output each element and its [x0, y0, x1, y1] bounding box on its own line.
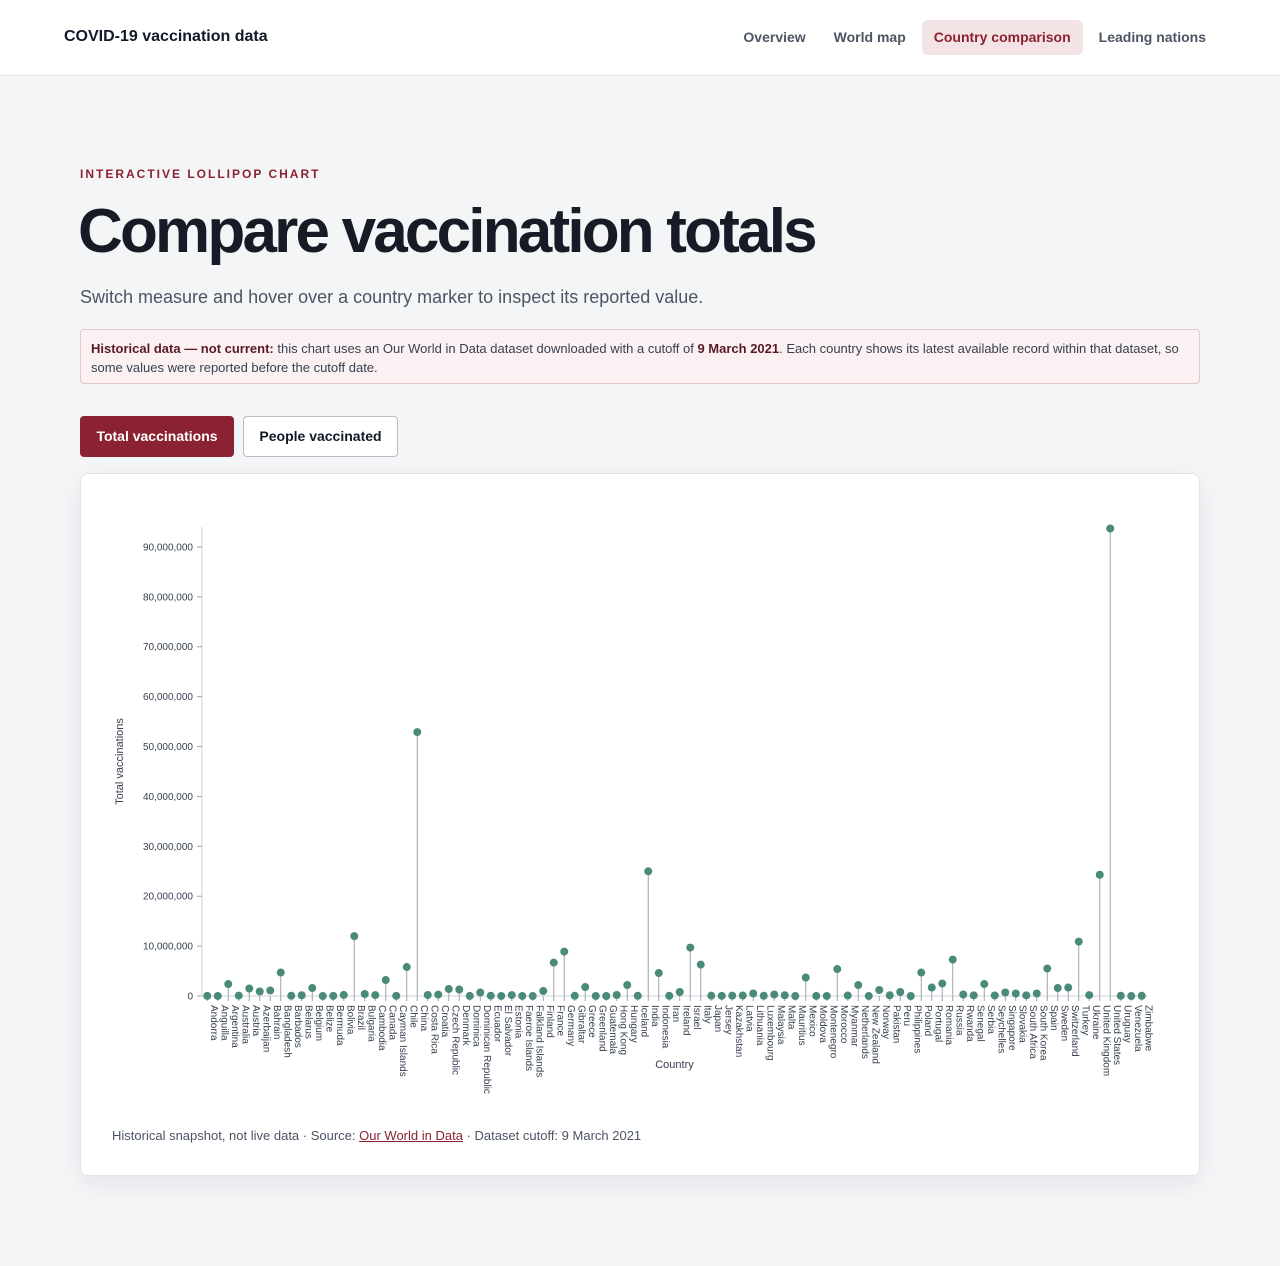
- lollipop-marker[interactable]: [749, 990, 757, 998]
- nav-overview[interactable]: Overview: [743, 29, 806, 45]
- x-tick-label: Peru: [900, 1005, 912, 1027]
- x-tick-label: India: [648, 1005, 660, 1027]
- chart-footnote: [112, 1128, 641, 1143]
- lollipop-marker[interactable]: [1054, 984, 1062, 992]
- x-tick-label: Iceland: [638, 1005, 650, 1038]
- x-tick-label: Netherlands: [858, 1005, 870, 1059]
- x-tick-label: Mauritius: [795, 1005, 807, 1046]
- x-tick-label: New Zealand: [869, 1005, 881, 1064]
- lollipop-marker[interactable]: [497, 992, 505, 1000]
- lollipop-marker[interactable]: [1022, 991, 1030, 999]
- lollipop-marker[interactable]: [455, 986, 463, 994]
- lollipop-marker[interactable]: [602, 992, 610, 1000]
- lollipop-marker[interactable]: [287, 992, 295, 1000]
- lollipop-marker[interactable]: [529, 992, 537, 1000]
- lollipop-marker[interactable]: [277, 969, 285, 977]
- nav-leading-nations[interactable]: Leading nations: [1098, 29, 1206, 45]
- x-tick-label: Argentina: [228, 1005, 240, 1048]
- y-tick-label: 60,000,000: [142, 692, 193, 704]
- lollipop-marker[interactable]: [917, 969, 925, 977]
- notice-date: 9 March 2021: [697, 341, 780, 356]
- lollipop-marker[interactable]: [235, 992, 243, 1000]
- lollipop-marker[interactable]: [224, 980, 232, 988]
- lollipop-marker[interactable]: [623, 981, 631, 989]
- x-tick-label: Moldova: [816, 1005, 828, 1043]
- x-tick-label: Israel: [690, 1005, 702, 1030]
- x-tick-label: Hong Kong: [617, 1005, 629, 1056]
- lollipop-marker[interactable]: [476, 989, 484, 997]
- x-tick-label: Italy: [701, 1005, 713, 1024]
- lollipop-marker[interactable]: [644, 867, 652, 875]
- lollipop-marker[interactable]: [865, 992, 873, 1000]
- lollipop-marker[interactable]: [886, 991, 894, 999]
- x-tick-label: Gibraltar: [575, 1005, 587, 1044]
- lollipop-marker[interactable]: [938, 980, 946, 988]
- historical-data-notice: [80, 329, 1200, 384]
- x-tick-label: Pakistan: [890, 1005, 902, 1044]
- lollipop-marker[interactable]: [728, 992, 736, 1000]
- x-tick-label: Azerbaijan: [260, 1005, 272, 1053]
- lollipop-marker[interactable]: [298, 991, 306, 999]
- lollipop-marker[interactable]: [1033, 990, 1041, 998]
- x-tick-label: Venezuela: [1131, 1005, 1143, 1052]
- lollipop-marker[interactable]: [907, 992, 915, 1000]
- x-tick-label: United States: [1110, 1005, 1122, 1066]
- footnote-after: · Dataset cutoff: 9 March 2021: [462, 1128, 642, 1143]
- footnote-before: Historical snapshot, not live data · Source:: [112, 1128, 360, 1143]
- notice-text-before: this chart uses an Our World in Data dataset downloaded with a cutoff of: [273, 341, 698, 356]
- x-tick-label: Japan: [711, 1005, 723, 1033]
- lollipop-marker[interactable]: [770, 991, 778, 999]
- lollipop-marker[interactable]: [571, 992, 579, 1000]
- lollipop-marker[interactable]: [203, 992, 211, 1000]
- y-tick-label: 90,000,000: [142, 542, 193, 554]
- lollipop-marker[interactable]: [371, 991, 379, 999]
- x-tick-label: Latvia: [743, 1005, 755, 1032]
- lollipop-marker[interactable]: [896, 988, 904, 996]
- lollipop-marker[interactable]: [560, 948, 568, 956]
- x-tick-label: Australia: [239, 1005, 251, 1044]
- x-tick-label: Indonesia: [659, 1005, 671, 1049]
- x-tick-label: Kazakhstan: [732, 1005, 744, 1058]
- x-tick-label: Bahrain: [270, 1005, 282, 1040]
- lollipop-marker[interactable]: [707, 992, 715, 1000]
- x-tick-label: El Salvador: [501, 1005, 513, 1057]
- y-tick-label: 30,000,000: [142, 841, 193, 853]
- lollipop-marker[interactable]: [739, 992, 747, 1000]
- lollipop-marker[interactable]: [634, 992, 642, 1000]
- page-subtitle: Switch measure and hover over a country marker to inspect its reported value.: [80, 287, 704, 307]
- x-tick-label: Sweden: [1058, 1005, 1070, 1042]
- x-tick-label: South Africa: [1026, 1005, 1038, 1059]
- y-tick-label: 80,000,000: [142, 592, 193, 604]
- lollipop-marker[interactable]: [1106, 524, 1114, 532]
- lollipop-marker[interactable]: [434, 991, 442, 999]
- y-tick-label: 10,000,000: [142, 941, 193, 953]
- x-tick-label: Belize: [323, 1005, 335, 1033]
- x-tick-label: Estonia: [512, 1005, 524, 1039]
- lollipop-marker[interactable]: [403, 963, 411, 971]
- lollipop-marker[interactable]: [413, 728, 421, 736]
- lollipop-marker[interactable]: [1127, 992, 1135, 1000]
- lollipop-chart: [81, 474, 1201, 1114]
- y-tick-label: 40,000,000: [142, 791, 193, 803]
- lollipop-marker[interactable]: [833, 965, 841, 973]
- lollipop-marker[interactable]: [466, 992, 474, 1000]
- top-bar: [0, 0, 1280, 76]
- x-tick-label: Myanmar: [848, 1005, 860, 1047]
- y-tick-label: 20,000,000: [142, 891, 193, 903]
- lollipop-marker[interactable]: [854, 981, 862, 989]
- x-tick-label: Guatemala: [606, 1005, 618, 1054]
- lollipop-marker[interactable]: [844, 992, 852, 1000]
- x-tick-label: Belgium: [312, 1005, 324, 1042]
- x-tick-label: Costa Rica: [428, 1005, 440, 1054]
- nav-world-map[interactable]: World map: [833, 29, 906, 45]
- lollipop-marker[interactable]: [718, 992, 726, 1000]
- x-tick-label: Faeroe Islands: [522, 1005, 534, 1072]
- x-tick-label: Lithuania: [753, 1005, 765, 1046]
- x-tick-label: Portugal: [932, 1005, 944, 1043]
- x-tick-label: Poland: [921, 1005, 933, 1037]
- x-tick-label: Greenland: [596, 1005, 608, 1052]
- x-tick-label: Finland: [543, 1005, 555, 1038]
- x-tick-label: Malaysia: [774, 1005, 786, 1045]
- x-tick-label: Montenegro: [827, 1005, 839, 1059]
- lollipop-marker[interactable]: [812, 992, 820, 1000]
- x-tick-label: Croatia: [438, 1005, 450, 1038]
- x-tick-label: United Kingdom: [1100, 1005, 1112, 1077]
- lollipop-marker[interactable]: [1117, 992, 1125, 1000]
- lollipop-marker[interactable]: [329, 992, 337, 1000]
- x-tick-label: Norway: [879, 1005, 891, 1039]
- x-tick-label: Ireland: [680, 1005, 692, 1036]
- lollipop-marker[interactable]: [1012, 990, 1020, 998]
- nav-country-comparison[interactable]: Country comparison: [922, 20, 1083, 55]
- notice-strong: Historical data — not current:: [91, 341, 274, 356]
- x-tick-label: Chile: [407, 1005, 419, 1028]
- lollipop-marker[interactable]: [424, 991, 432, 999]
- lollipop-marker[interactable]: [802, 974, 810, 982]
- lollipop-marker[interactable]: [655, 969, 663, 977]
- lollipop-marker[interactable]: [1085, 991, 1093, 999]
- main-nav: [731, 20, 1218, 55]
- x-tick-label: Slovakia: [1016, 1005, 1028, 1043]
- x-tick-label: Denmark: [459, 1005, 471, 1046]
- x-tick-label: Greece: [585, 1005, 597, 1038]
- lollipop-marker[interactable]: [980, 980, 988, 988]
- y-tick-label: 0: [187, 991, 193, 1003]
- lollipop-marker[interactable]: [445, 985, 453, 993]
- lollipop-marker[interactable]: [949, 956, 957, 964]
- x-tick-label: Czech Republic: [449, 1005, 461, 1076]
- lollipop-marker[interactable]: [991, 992, 999, 1000]
- x-tick-label: Luxembourg: [764, 1005, 776, 1061]
- x-tick-label: Bermuda: [333, 1005, 345, 1046]
- x-tick-label: Senegal: [974, 1005, 986, 1042]
- lollipop-marker[interactable]: [928, 984, 936, 992]
- lollipop-marker[interactable]: [266, 987, 274, 995]
- lollipop-marker[interactable]: [1043, 965, 1051, 973]
- lollipop-marker[interactable]: [350, 932, 358, 940]
- x-tick-label: Rwanda: [963, 1005, 975, 1042]
- x-tick-label: Malta: [785, 1005, 797, 1030]
- x-tick-label: Dominica: [470, 1005, 482, 1047]
- x-tick-label: Barbados: [291, 1005, 303, 1048]
- x-tick-label: Russia: [953, 1005, 965, 1036]
- x-tick-label: Brazil: [354, 1005, 366, 1031]
- x-tick-label: Mexico: [806, 1005, 818, 1037]
- source-link[interactable]: Our World in Data: [359, 1128, 463, 1143]
- x-tick-label: Belarus: [302, 1005, 314, 1039]
- lollipop-marker[interactable]: [592, 992, 600, 1000]
- lollipop-marker[interactable]: [539, 987, 547, 995]
- x-tick-label: Hungary: [627, 1005, 639, 1043]
- lollipop-marker[interactable]: [1064, 984, 1072, 992]
- x-tick-label: Anguilla: [218, 1005, 230, 1041]
- lollipop-marker[interactable]: [875, 986, 883, 994]
- y-tick-label: 50,000,000: [142, 742, 193, 754]
- lollipop-marker[interactable]: [308, 984, 316, 992]
- people-vaccinated-button[interactable]: People vaccinated: [243, 416, 398, 457]
- lollipop-marker[interactable]: [1138, 992, 1146, 1000]
- x-tick-label: Ukraine: [1089, 1005, 1101, 1040]
- x-tick-label: Canada: [386, 1005, 398, 1041]
- lollipop-marker[interactable]: [791, 992, 799, 1000]
- x-tick-label: Andorra: [207, 1005, 219, 1041]
- x-tick-label: Falkland Islands: [533, 1005, 545, 1078]
- x-tick-label: South Korea: [1037, 1005, 1049, 1061]
- lollipop-marker[interactable]: [550, 959, 558, 967]
- lollipop-marker[interactable]: [1001, 989, 1009, 997]
- lollipop-marker[interactable]: [319, 992, 327, 1000]
- x-axis-title: Country: [655, 1059, 694, 1071]
- x-tick-label: Ecuador: [491, 1005, 503, 1043]
- x-tick-label: Uruguay: [1121, 1005, 1133, 1043]
- brand-title[interactable]: COVID-19 vaccination data: [64, 28, 268, 45]
- x-tick-label: China: [417, 1005, 429, 1032]
- x-tick-label: France: [554, 1005, 566, 1037]
- y-tick-label: 70,000,000: [142, 642, 193, 654]
- lollipop-marker[interactable]: [392, 992, 400, 1000]
- x-tick-label: Dominican Republic: [480, 1005, 492, 1094]
- eyebrow-label: INTERACTIVE LOLLIPOP CHART: [80, 167, 321, 181]
- lollipop-marker[interactable]: [665, 992, 673, 1000]
- lollipop-marker[interactable]: [256, 988, 264, 996]
- x-tick-label: Romania: [942, 1005, 954, 1046]
- x-tick-label: Turkey: [1079, 1005, 1091, 1036]
- lollipop-marker[interactable]: [1096, 871, 1104, 879]
- x-tick-label: Jersey: [722, 1005, 734, 1035]
- x-tick-label: Switzerland: [1068, 1005, 1080, 1057]
- x-tick-label: Zimbabwe: [1142, 1005, 1154, 1052]
- lollipop-marker[interactable]: [823, 992, 831, 1000]
- lollipop-marker[interactable]: [760, 992, 768, 1000]
- lollipop-marker[interactable]: [361, 990, 369, 998]
- lollipop-marker[interactable]: [970, 991, 978, 999]
- x-tick-label: Bulgaria: [365, 1005, 377, 1042]
- x-tick-label: Austria: [249, 1005, 261, 1037]
- page-title: Compare vaccination totals: [78, 197, 815, 266]
- lollipop-marker[interactable]: [214, 992, 222, 1000]
- lollipop-marker[interactable]: [487, 992, 495, 1000]
- lollipop-marker[interactable]: [781, 991, 789, 999]
- lollipop-marker[interactable]: [340, 991, 348, 999]
- x-tick-label: Bangladesh: [281, 1005, 293, 1058]
- x-tick-label: Germany: [564, 1005, 576, 1047]
- lollipop-marker[interactable]: [686, 944, 694, 952]
- lollipop-marker[interactable]: [245, 985, 253, 993]
- x-tick-label: Morocco: [837, 1005, 849, 1044]
- x-tick-label: Serbia: [984, 1005, 996, 1034]
- x-tick-label: Spain: [1047, 1005, 1059, 1031]
- chart-card: [80, 473, 1200, 1176]
- lollipop-marker[interactable]: [581, 983, 589, 991]
- x-tick-label: Iran: [669, 1005, 681, 1023]
- lollipop-marker[interactable]: [1075, 938, 1083, 946]
- lollipop-marker[interactable]: [959, 991, 967, 999]
- y-axis-title: Total vaccinations: [114, 718, 126, 805]
- lollipop-marker[interactable]: [676, 988, 684, 996]
- x-tick-label: Seychelles: [995, 1005, 1007, 1054]
- notice-text-after: . Each country shows its latest available record within that dataset, so some values were reported before the cutoff date.: [91, 341, 1179, 375]
- lollipop-marker[interactable]: [518, 992, 526, 1000]
- x-tick-label: Bolivia: [344, 1005, 356, 1035]
- x-tick-label: Cambodia: [375, 1005, 387, 1051]
- total-vaccinations-button[interactable]: Total vaccinations: [80, 416, 234, 457]
- x-tick-label: Singapore: [1005, 1005, 1017, 1051]
- lollipop-marker[interactable]: [382, 976, 390, 984]
- x-tick-label: Philippines: [911, 1005, 923, 1054]
- lollipop-marker[interactable]: [508, 991, 516, 999]
- x-tick-label: Cayman Islands: [396, 1005, 408, 1077]
- lollipop-marker[interactable]: [613, 991, 621, 999]
- lollipop-marker[interactable]: [697, 961, 705, 969]
